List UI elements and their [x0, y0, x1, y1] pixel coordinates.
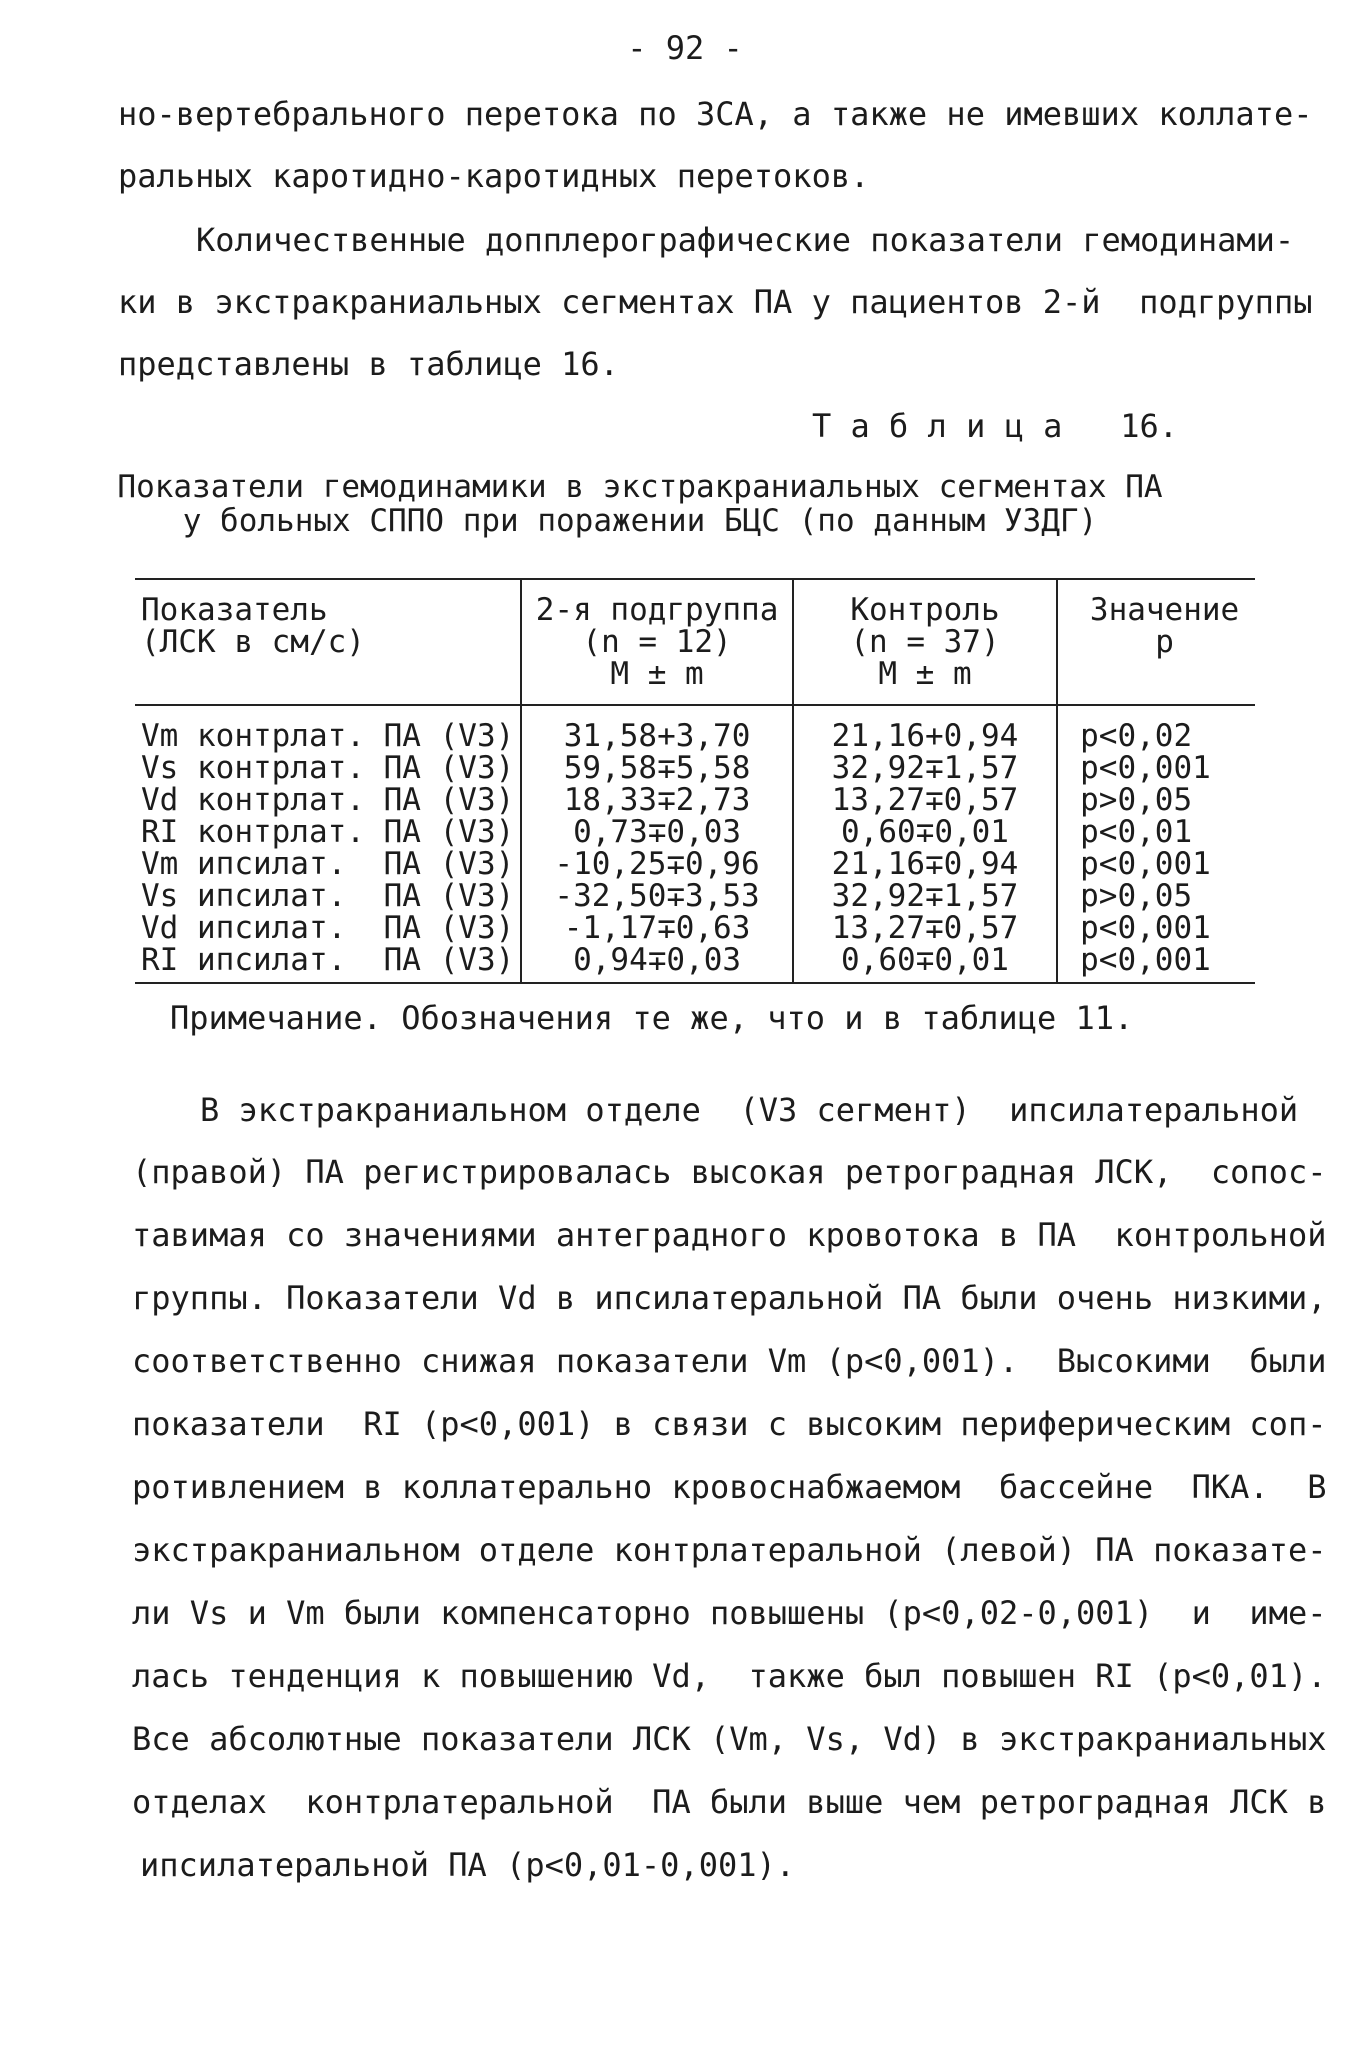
cell-control: 32,92∓1,57 — [793, 752, 1057, 784]
cell-subgroup: -32,50∓3,53 — [521, 880, 793, 912]
cell-subgroup: 31,58+3,70 — [521, 705, 793, 752]
body-line: (правой) ПА регистрировалась высокая ретроградная ЛСК, сопос- — [132, 1153, 1327, 1191]
page-number: - 92 - — [627, 29, 743, 67]
body-line: тавимая со значениями антеградного кровотока в ПА контрольной — [132, 1216, 1327, 1254]
cell-p-value: p>0,05 — [1057, 784, 1255, 816]
table-row — [135, 816, 1255, 848]
table-caption-line: Показатели гемодинамики в экстракраниальных сегментах ПА — [117, 469, 1163, 505]
body-line: ли Vs и Vm были компенсаторно повышены (p<0,02-0,001) и име- — [132, 1594, 1327, 1632]
intro-line: Количественные допплерографические показатели гемодинами- — [196, 221, 1295, 259]
cell-control: 13,27∓0,57 — [793, 784, 1057, 816]
cell-subgroup: 18,33∓2,73 — [521, 784, 793, 816]
table-row — [135, 784, 1255, 816]
intro-line: но-вертебрального перетока по ЗСА, а также не имевших коллате- — [118, 95, 1313, 133]
body-line: экстракраниальном отделе контрлатеральной (левой) ПА показате- — [132, 1531, 1327, 1569]
body-line: Все абсолютные показатели ЛСК (Vm, Vs, Vd) в экстракраниальных — [132, 1720, 1327, 1758]
cell-p-value: p<0,01 — [1057, 816, 1255, 848]
cell-subgroup: 59,58∓5,58 — [521, 752, 793, 784]
cell-indicator: Vd контрлат. ПА (V3) — [141, 782, 515, 818]
body-line: ипсилатеральной ПА (p<0,01-0,001). — [140, 1846, 796, 1884]
table-row — [135, 912, 1255, 944]
body-line: лась тенденция к повышению Vd, также был повышен RI (p<0,01). — [132, 1657, 1327, 1695]
table-row — [135, 944, 1255, 983]
hemodynamics-table — [135, 578, 1255, 984]
cell-control: 32,92∓1,57 — [793, 880, 1057, 912]
cell-indicator: RI контрлат. ПА (V3) — [141, 814, 515, 850]
body-line: показатели RI (p<0,001) в связи с высоким периферическим соп- — [132, 1405, 1327, 1443]
intro-line: представлены в таблице 16. — [118, 345, 619, 383]
cell-subgroup: -10,25∓0,96 — [521, 848, 793, 880]
cell-p-value: p<0,001 — [1057, 752, 1255, 784]
cell-subgroup: -1,17∓0,63 — [521, 912, 793, 944]
cell-control: 0,60∓0,01 — [793, 816, 1057, 848]
table-row — [135, 705, 1255, 752]
intro-line: ки в экстракраниальных сегментах ПА у пациентов 2-й подгруппы — [118, 283, 1313, 321]
body-line: В экстракраниальном отделе (V3 сегмент) ипсилатеральной — [200, 1091, 1299, 1129]
table-header-row — [135, 579, 1255, 705]
table-label: Т а б л и ц а 16. — [811, 407, 1178, 445]
cell-control: 21,16+0,94 — [793, 705, 1057, 752]
cell-control: 21,16∓0,94 — [793, 848, 1057, 880]
body-line: группы. Показатели Vd в ипсилатеральной ПА были очень низкими, — [132, 1279, 1327, 1317]
table-row — [135, 752, 1255, 784]
cell-p-value: p<0,001 — [1057, 944, 1255, 983]
table-caption-line: у больных СППО при поражении БЦС (по данным УЗДГ) — [182, 503, 1098, 539]
body-line: ротивлением в коллатерально кровоснабжаемом бассейне ПКА. В — [132, 1468, 1327, 1506]
cell-indicator: RI ипсилат. ПА (V3) — [135, 944, 521, 983]
cell-control: 0,60∓0,01 — [793, 944, 1057, 983]
cell-subgroup: 0,94∓0,03 — [521, 944, 793, 983]
header-subgroup: 2-я подгруппа (n = 12) M ± m — [521, 579, 793, 705]
header-control: Контроль (n = 37) M ± m — [793, 579, 1057, 705]
cell-p-value: p>0,05 — [1057, 880, 1255, 912]
table-note: Примечание. Обозначения те же, что и в таблице 11. — [170, 999, 1134, 1037]
header-indicator: Показатель (ЛСК в см/с) — [135, 579, 521, 705]
cell-p-value: p<0,001 — [1057, 912, 1255, 944]
cell-control: 13,27∓0,57 — [793, 912, 1057, 944]
cell-indicator: Vm контрлат. ПА (V3) — [141, 718, 515, 754]
cell-indicator: Vd ипсилат. ПА (V3) — [141, 910, 515, 946]
intro-line: ральных каротидно-каротидных перетоков. — [118, 157, 870, 195]
header-p-value: Значение p — [1057, 579, 1255, 705]
cell-subgroup: 0,73∓0,03 — [521, 816, 793, 848]
cell-indicator: Vs контрлат. ПА (V3) — [141, 750, 515, 786]
table-row — [135, 880, 1255, 912]
cell-indicator: Vm ипсилат. ПА (V3) — [141, 846, 515, 882]
body-line: соответственно снижая показатели Vm (p<0,001). Высокими были — [132, 1342, 1327, 1380]
cell-indicator: Vs ипсилат. ПА (V3) — [141, 878, 515, 914]
body-line: отделах контрлатеральной ПА были выше чем ретроградная ЛСК в — [132, 1783, 1327, 1821]
table-row — [135, 848, 1255, 880]
cell-p-value: p<0,001 — [1057, 848, 1255, 880]
cell-p-value: p<0,02 — [1057, 705, 1255, 752]
